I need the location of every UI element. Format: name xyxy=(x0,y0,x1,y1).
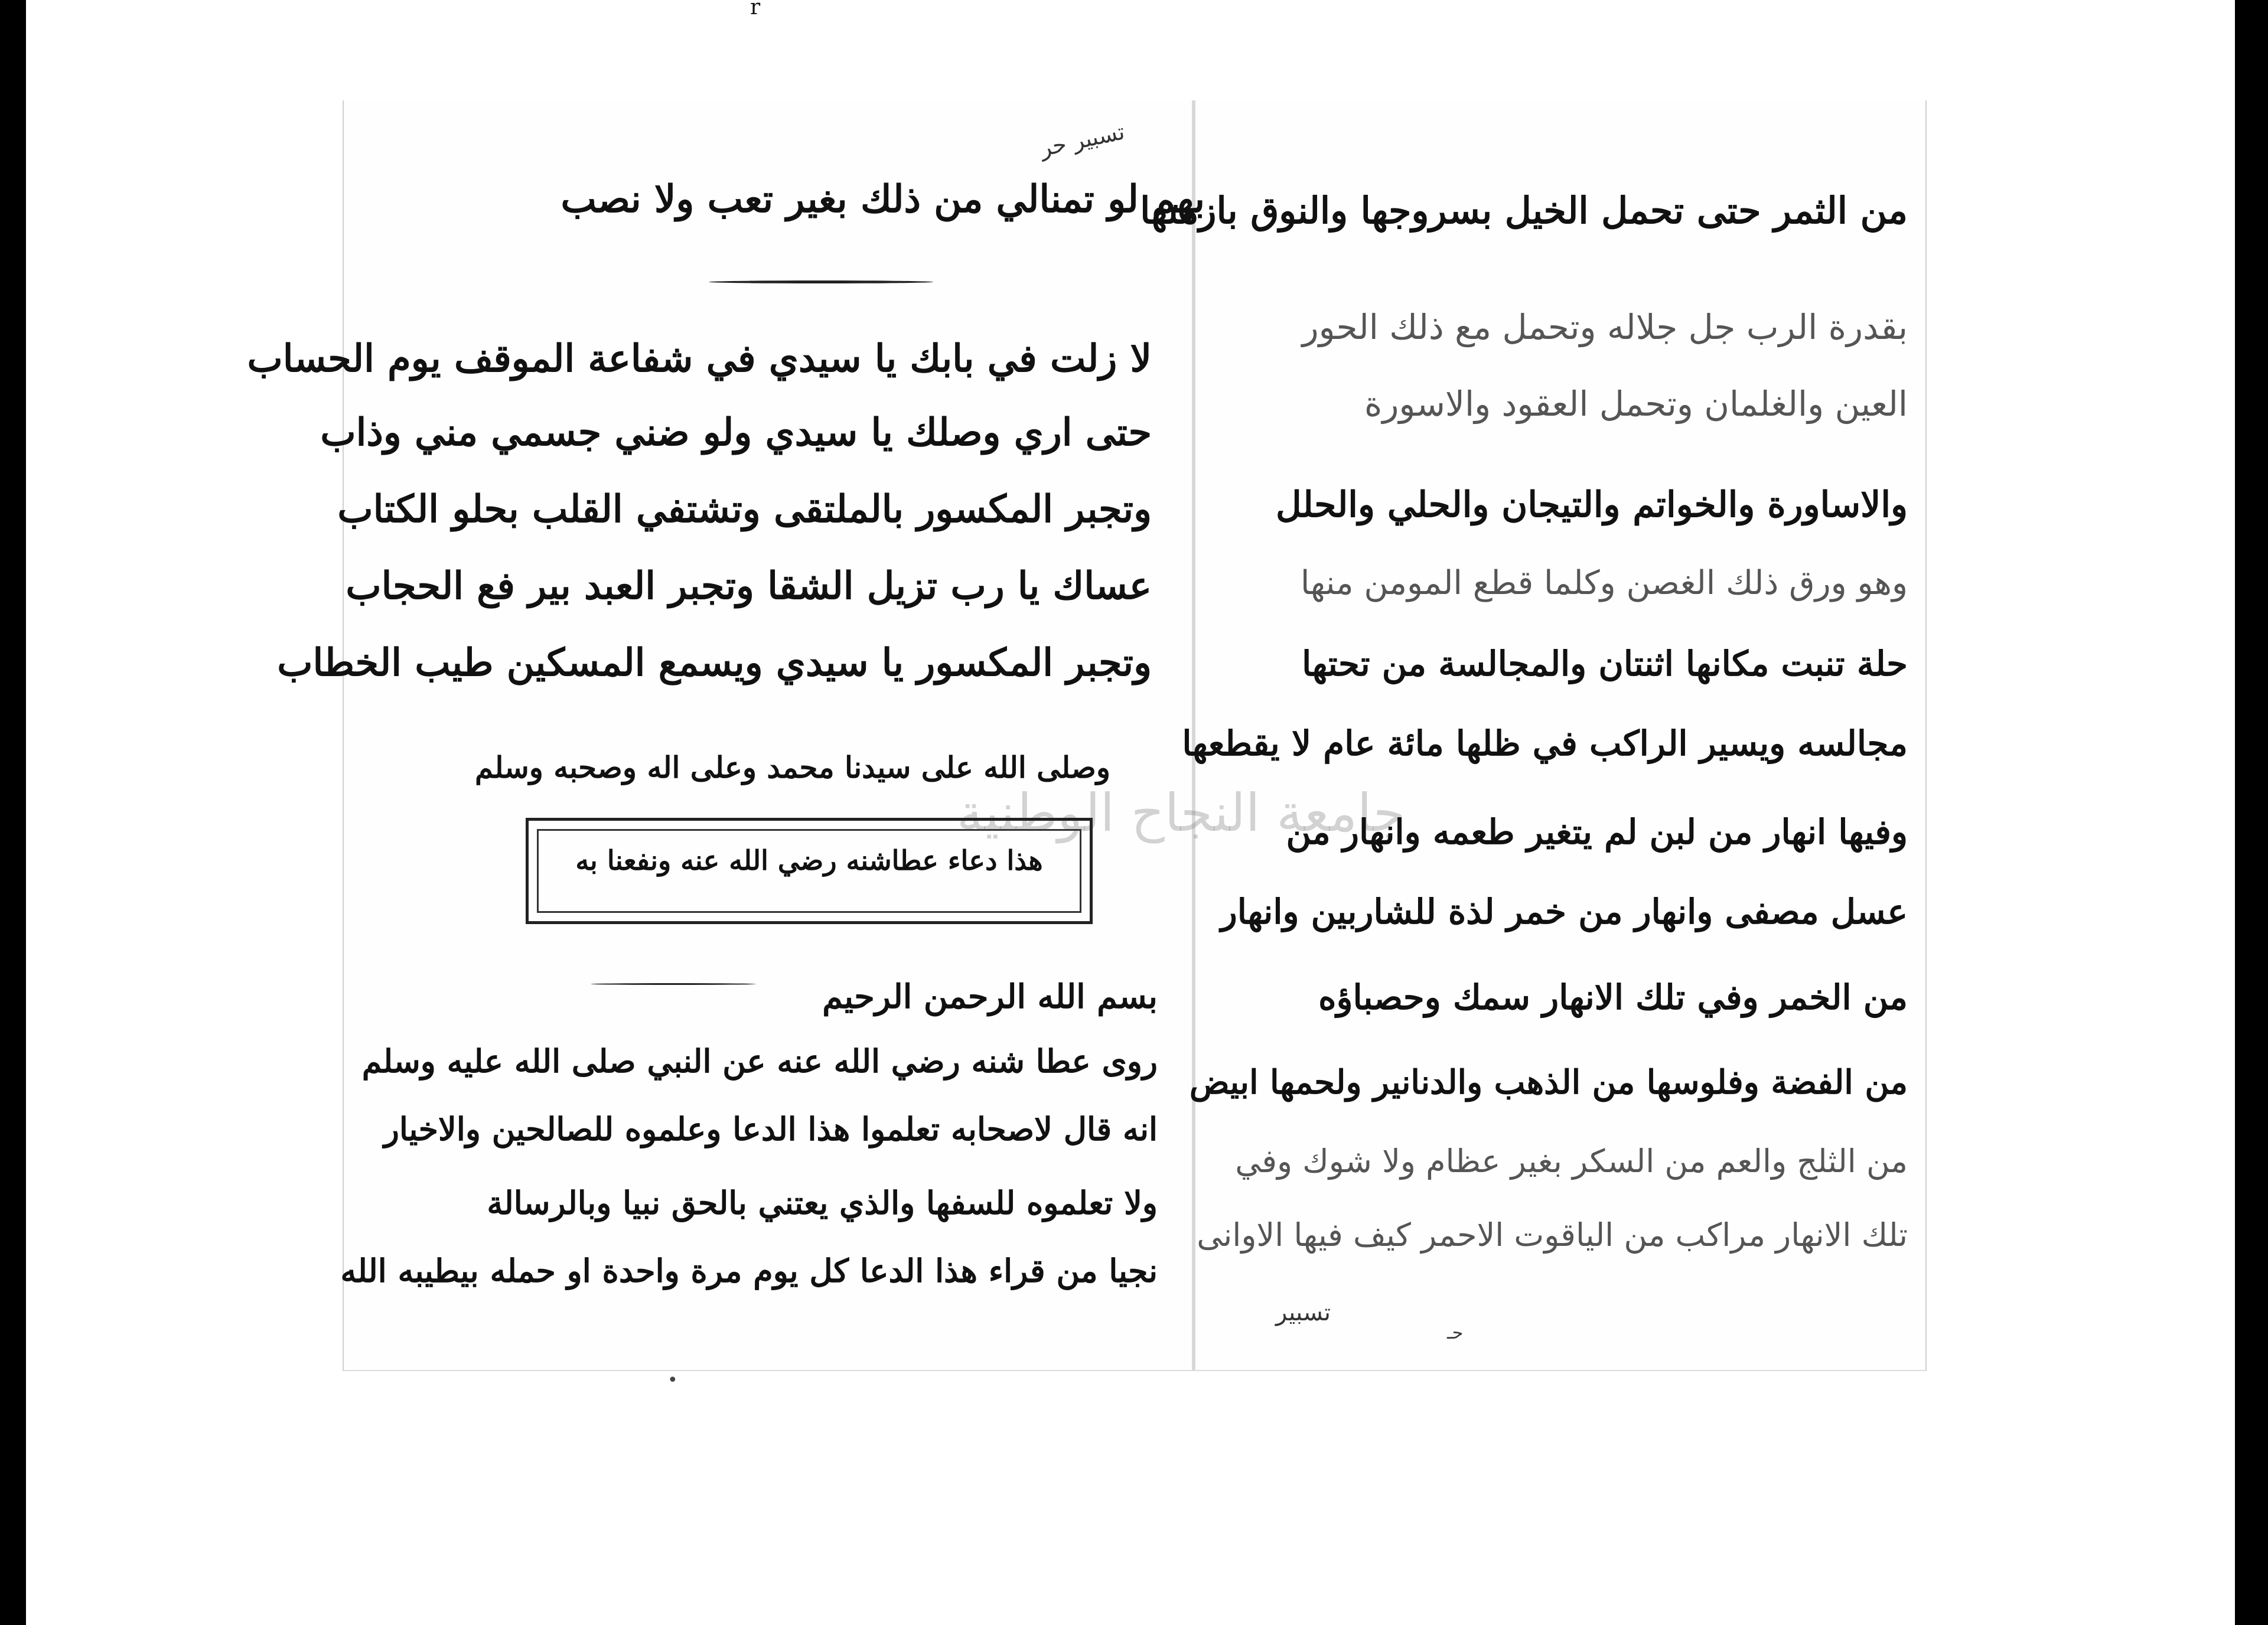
right-line-11: من الفضة وفلوسها من الذهب والدنانير ولحمها ابيض xyxy=(1189,1063,1908,1102)
left-body-line-1: روى عطا شنه رضي الله عنه عن النبي صلى الله عليه وسلم xyxy=(361,1042,1158,1080)
right-line-3: العين والغلمان وتحمل العقود والاسورة xyxy=(1364,384,1908,424)
right-line-12: من الثلج والعم من السكر بغير عظام ولا شوك وفي xyxy=(1235,1143,1908,1180)
right-catchword: تسبير xyxy=(1276,1299,1331,1326)
left-body-line-2: انه قال لاصحابه تعلموا هذا الدعا وعلموه للصالحين والاخيار xyxy=(383,1110,1158,1148)
left-closing-line: وصلى الله على سيدنا محمد وعلى اله وصحبه وسلم xyxy=(474,750,1110,785)
right-line-5: وهو ورق ذلك الغصن وكلما قطع المومن منها xyxy=(1300,564,1908,602)
right-line-1: من الثمر حتى تحمل الخيل بسروجها والنوق بازمتها xyxy=(1140,189,1908,232)
left-verse-line-1: لا زلت في بابك يا سيدي في شفاعة الموقف يوم الحساب xyxy=(247,337,1152,381)
library-watermark: جامعة النجاح الوطنية xyxy=(957,782,1406,843)
left-verse-line-2: حتى اري وصلك يا سيدي ولو ضني جسمي مني وذاب xyxy=(320,410,1152,455)
left-page xyxy=(247,100,1200,1371)
left-bottom-mark: • xyxy=(667,1370,678,1391)
left-verse-line-3: وتجبر المكسور بالملتقى وتشتفي القلب بحلو الكتاب xyxy=(337,487,1152,531)
right-line-13: تلك الانهار مراكب من الياقوت الاحمر كيف فيها الاوانى xyxy=(1197,1216,1908,1254)
right-line-2: بقدرة الرب جل جلاله وتحمل مع ذلك الحور xyxy=(1302,307,1908,347)
left-header-line: بهم لو تمنالي من ذلك بغير تعب ولا نصب xyxy=(561,177,1205,221)
header-flourish xyxy=(709,280,933,283)
prayer-title-box xyxy=(526,818,1093,924)
right-line-10: من الخمر وفي تلك الانهار سمك وحصباؤه xyxy=(1318,977,1908,1017)
left-verse-line-4: عساك يا رب تزيل الشقا وتجبر العبد بير فع الحجاب xyxy=(346,564,1152,608)
right-line-4: والاساورة والخواتم والتيجان والحلي والحلل xyxy=(1275,484,1908,526)
corner-mark: r xyxy=(750,0,761,19)
right-line-8: وفيها انهار من لبن لم يتغير طعمه وانهار من xyxy=(1286,812,1908,852)
left-verse-line-5: وتجبر المكسور يا سيدي ويسمع المسكين طيب الخطاب xyxy=(277,641,1152,685)
right-footer-mark: حـ xyxy=(1447,1323,1464,1343)
right-line-6: حلة تنبت مكانها اثنتان والمجالسة من تحتها xyxy=(1302,644,1908,684)
right-line-7: مجالسه ويسير الراكب في ظلها مائة عام لا يقطعها xyxy=(1182,723,1908,763)
left-top-note: تسبير حر xyxy=(1038,118,1127,162)
basmala-flourish xyxy=(591,983,756,985)
right-line-9: عسل مصفى وانهار من خمر لذة للشاربين وانهار xyxy=(1220,892,1908,932)
left-body-line-3: ولا تعلموه للسفها والذي يعتني بالحق نبيا وبالرسالة xyxy=(487,1184,1158,1222)
left-body-line-4: نجيا من قراء هذا الدعا كل يوم مرة واحدة او حمله بيطيبه الله xyxy=(340,1252,1158,1290)
prayer-title: هذا دعاء عطاشنه رضي الله عنه ونفعنا به xyxy=(575,844,1043,876)
basmala: بسم الله الرحمن الرحيم xyxy=(822,977,1158,1016)
